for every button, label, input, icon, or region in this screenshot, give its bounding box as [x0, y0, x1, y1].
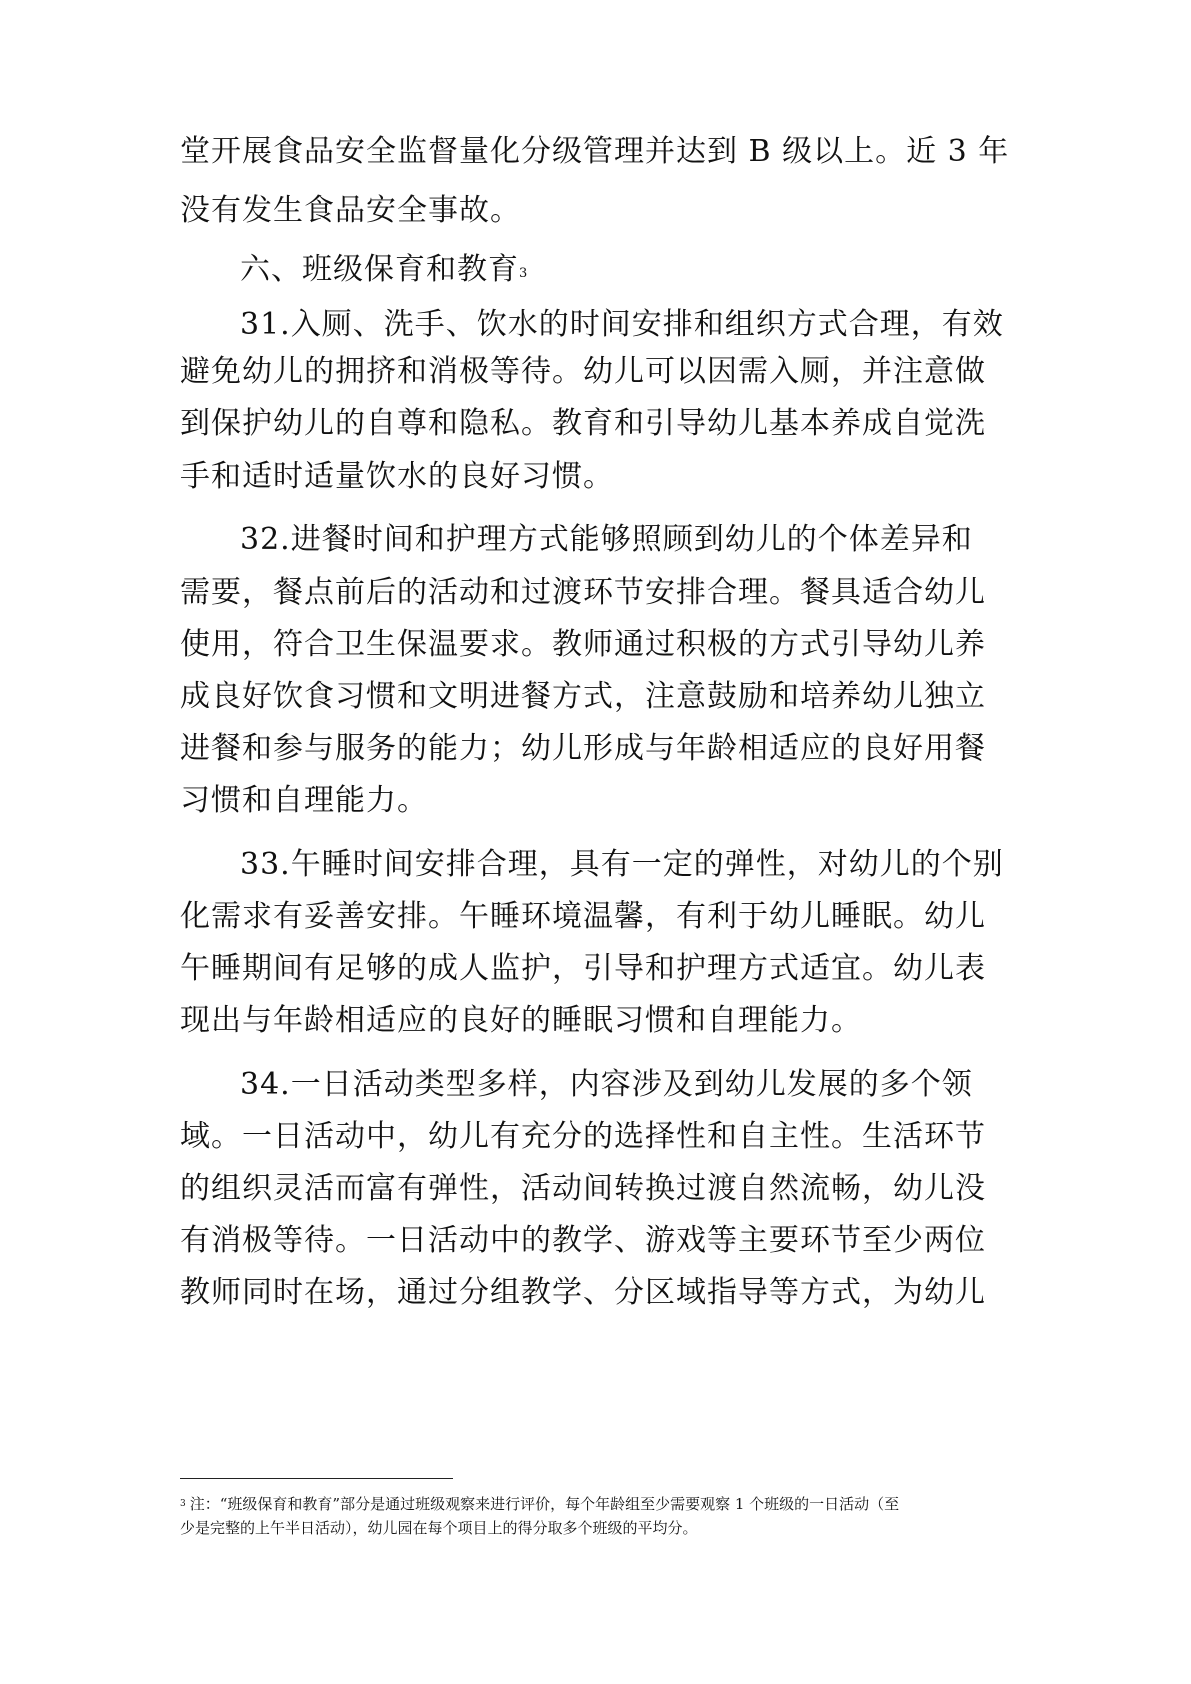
body-line: 没有发生食品安全事故。 — [180, 193, 521, 228]
body-line: 域。一日活动中，幼儿有充分的选择性和自主性。生活环节 — [180, 1119, 986, 1154]
footnote-divider — [180, 1478, 453, 1479]
body-line: 午睡期间有足够的成人监护，引导和护理方式适宜。幼儿表 — [180, 951, 986, 986]
body-line: 32.进餐时间和护理方式能够照顾到幼儿的个体差异和 — [240, 522, 973, 557]
footnote-reference: 3 — [519, 266, 528, 281]
footnote-line: 少是完整的上午半日活动），幼儿园在每个项目上的得分取多个班级的平均分。 — [180, 1519, 698, 1537]
section-heading — [240, 250, 1100, 294]
body-line: 的组织灵活而富有弹性，活动间转换过渡自然流畅，幼儿没 — [180, 1171, 986, 1206]
body-line: 有消极等待。一日活动中的教学、游戏等主要环节至少两位 — [180, 1223, 986, 1258]
body-line: 31.入厕、洗手、饮水的时间安排和组织方式合理，有效 — [240, 307, 1004, 342]
footnote-line — [180, 1491, 1030, 1517]
body-line: 使用，符合卫生保温要求。教师通过积极的方式引导幼儿养 — [180, 627, 986, 662]
footnote-text: 注：“班级保育和教育”部分是通过班级观察来进行评价，每个年龄组至少需要观察 1 个班级的一日活动（至 — [189, 1495, 900, 1513]
section-heading-text: 六、班级保育和教育 — [240, 252, 519, 287]
body-line: 33.午睡时间安排合理，具有一定的弹性，对幼儿的个别 — [240, 847, 1004, 882]
body-line: 现出与年龄相适应的良好的睡眠习惯和自理能力。 — [180, 1003, 862, 1038]
footnote-mark: 3 — [180, 1499, 186, 1509]
body-line: 进餐和参与服务的能力；幼儿形成与年龄相适应的良好用餐 — [180, 731, 986, 766]
body-line: 34.一日活动类型多样，内容涉及到幼儿发展的多个领 — [240, 1067, 973, 1102]
body-line: 化需求有妥善安排。午睡环境温馨，有利于幼儿睡眠。幼儿 — [180, 899, 986, 934]
body-line: 手和适时适量饮水的良好习惯。 — [180, 459, 614, 494]
body-line: 堂开展食品安全监督量化分级管理并达到 B 级以上。近 3 年 — [180, 134, 1010, 169]
body-line: 需要，餐点前后的活动和过渡环节安排合理。餐具适合幼儿 — [180, 575, 986, 610]
body-line: 习惯和自理能力。 — [180, 783, 428, 818]
body-line: 教师同时在场，通过分组教学、分区域指导等方式，为幼儿 — [180, 1275, 986, 1310]
body-line: 到保护幼儿的自尊和隐私。教育和引导幼儿基本养成自觉洗 — [180, 406, 986, 441]
body-line: 避免幼儿的拥挤和消极等待。幼儿可以因需入厕，并注意做 — [180, 354, 986, 389]
body-line: 成良好饮食习惯和文明进餐方式，注意鼓励和培养幼儿独立 — [180, 679, 986, 714]
